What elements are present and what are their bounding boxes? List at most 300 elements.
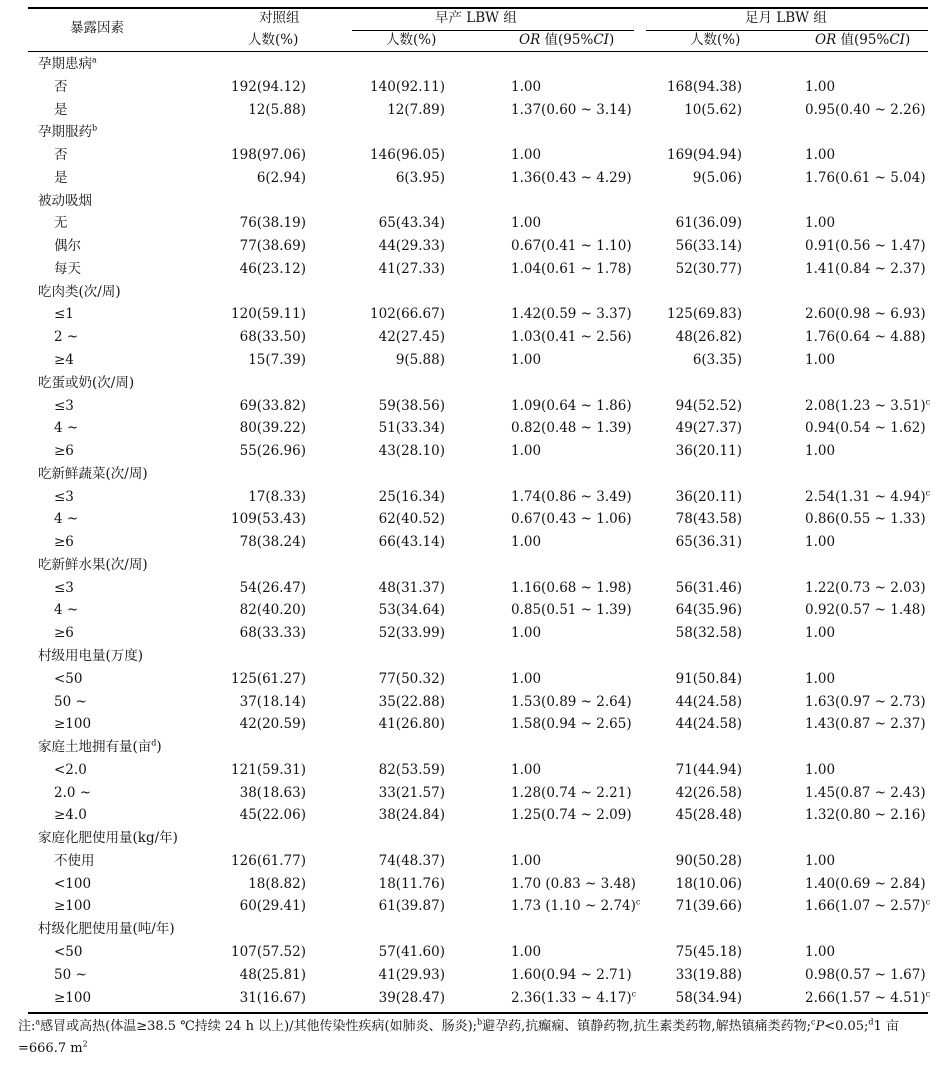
cell-value: 68(33.50): [239, 329, 306, 346]
group-label-sup: d: [151, 738, 157, 748]
cell-value: 76(38.19): [239, 215, 306, 232]
cell-value: 68(33.33): [239, 625, 306, 642]
table-cell-c1: [231, 146, 306, 164]
table-cell-c1: [231, 852, 306, 870]
table-cell-c2: [379, 510, 445, 528]
cell-value: 1.76(0.64 ~ 4.88): [805, 329, 926, 346]
cell-value: 69(33.82): [239, 397, 306, 414]
cell-value: 44(29.33): [378, 238, 445, 255]
table-cell-c3: [511, 852, 541, 870]
cell-value: 0.86(0.55 ~ 1.33): [805, 511, 926, 528]
table-cell-c1: [240, 601, 306, 619]
cell-value: 146(96.05): [370, 147, 445, 164]
table-cell-c3: [511, 943, 541, 961]
cell-value: 1.66(1.07 ~ 2.57): [805, 898, 926, 915]
cell-value: 107(57.52): [231, 944, 306, 961]
header-fullterm-or: [815, 31, 910, 49]
cell-value: 1.76(0.61 ~ 5.04): [805, 169, 926, 186]
header-preterm-or: [519, 31, 614, 49]
cell-value: 0.92(0.57 ~ 1.48): [805, 602, 926, 619]
table-cell-c1: [231, 670, 306, 688]
cell-value: 42(27.45): [378, 329, 445, 346]
cell-value: 1.32(0.80 ~ 2.16): [805, 807, 926, 824]
cell-value: 140(92.11): [370, 78, 445, 95]
table-cell-c4: [676, 510, 742, 528]
table-cell-c1: [231, 943, 306, 961]
table-cell-c1: [231, 761, 306, 779]
cell-value: 51(33.34): [378, 420, 445, 437]
cell-value: 82(40.20): [239, 602, 306, 619]
table-cell-c4: [676, 328, 742, 346]
table-cell-c5: [805, 715, 926, 733]
row-level-label: 2 ~: [54, 329, 79, 346]
table-cell-c2: [379, 670, 445, 688]
table-cell-c1: [257, 169, 306, 187]
group-label-after: ): [156, 739, 162, 756]
cell-value: 9(5.06): [692, 169, 742, 186]
cell-value: 1.00: [511, 852, 542, 869]
footnote-p-text: <0.05;: [824, 1019, 869, 1034]
table-cell-c5: [805, 146, 835, 164]
table-cell-c2: [387, 101, 445, 119]
cell-value: 57(41.60): [378, 944, 445, 961]
table-cell-c2: [379, 784, 445, 802]
table-cell-c4: [676, 419, 742, 437]
table-cell-c3: [511, 214, 541, 232]
table-cell-c3: [511, 761, 541, 779]
cell-value: 39(28.47): [378, 989, 445, 1006]
table-cell-c3: [511, 260, 632, 278]
cell-value: 18(11.76): [378, 875, 445, 892]
cell-value: 125(69.83): [667, 306, 742, 323]
significance-mark: c: [635, 897, 641, 907]
cell-value: 109(53.43): [231, 511, 306, 528]
cell-value: 44(24.58): [675, 693, 742, 710]
significance-mark: c: [925, 397, 931, 407]
table-cell-c4: [676, 442, 742, 460]
table-cell-c2: [379, 897, 445, 915]
footnote-a-mark: a: [35, 1017, 41, 1027]
row-level-label: ≥100: [54, 716, 92, 733]
header-fullterm-n-pct: 人数(%): [690, 32, 741, 48]
cell-value: 1.45(0.87 ~ 2.43): [805, 784, 926, 801]
table-cell-c3: [511, 670, 541, 688]
cell-value: 9(5.88): [395, 352, 445, 368]
table-cell-c5: [805, 419, 926, 437]
cell-value: 1.00: [805, 78, 836, 95]
table-footnote: [18, 1016, 928, 1060]
cell-value: 48(26.82): [675, 329, 742, 346]
cell-value: 38(18.63): [239, 784, 306, 801]
table-cell-c2: [379, 761, 445, 779]
or-italic: OR: [815, 32, 837, 48]
ci-italic: CI: [593, 32, 609, 48]
footnote-d-text: 1 亩=666.7 m: [18, 1019, 899, 1056]
cell-value: 45(22.06): [239, 807, 306, 824]
cell-value: 78(38.24): [239, 534, 306, 551]
footnote-d-mark: d: [868, 1017, 874, 1027]
row-level-label: <100: [54, 875, 92, 892]
table-cell-c5: [805, 852, 835, 870]
table-cell-c3: [511, 806, 632, 824]
table-cell-c5: [805, 510, 926, 528]
significance-mark: c: [925, 488, 931, 498]
cell-value: 1.16(0.68 ~ 1.98): [511, 579, 632, 596]
table-cell-c1: [240, 897, 306, 915]
table-cell-c5: [805, 806, 926, 824]
table-cell-c2: [379, 214, 445, 232]
table-cell-c4: [667, 146, 742, 164]
cell-value: 48(31.37): [378, 579, 445, 596]
table-cell-c2: [379, 442, 445, 460]
cell-value: 59(38.56): [378, 397, 445, 414]
cell-value: 1.00: [805, 534, 836, 551]
table-cell-c1: [240, 533, 306, 551]
table-cell-c2: [370, 146, 445, 164]
table-cell-c1: [240, 715, 306, 733]
header-bottom-rule: [28, 51, 928, 52]
row-level-label: 4 ~: [54, 420, 79, 437]
cell-value: 45(28.48): [675, 807, 742, 824]
cell-value: 52(33.99): [378, 625, 445, 642]
cell-value: 1.53(0.89 ~ 2.64): [511, 693, 632, 710]
table-cell-c3: [511, 875, 636, 893]
row-level-label: ≤3: [54, 488, 74, 505]
table-cell-c3: [511, 488, 632, 506]
footnote-b-text: 避孕药,抗癫痫、镇静药物,抗生素类药物,解热镇痛类药物;: [482, 1019, 811, 1034]
cell-value: 77(38.69): [239, 238, 306, 255]
cell-value: 65(36.31): [675, 534, 742, 551]
cell-value: 126(61.77): [231, 852, 306, 869]
cell-value: 43(28.10): [378, 443, 445, 460]
footnote-prefix: 注:: [18, 1019, 36, 1034]
group-label-text: 吃肉类(次/周): [38, 283, 121, 300]
row-group-label: [38, 123, 97, 141]
cell-value: 12(7.89): [387, 101, 445, 118]
row-level-label: ≤3: [54, 397, 74, 414]
table-cell-c3: [511, 715, 632, 733]
cell-value: 1.42(0.59 ~ 3.37): [511, 306, 632, 323]
table-cell-c2: [396, 351, 445, 369]
cell-value: 15(7.39): [248, 352, 306, 368]
table-cell-c4: [676, 806, 742, 824]
table-cell-c1: [240, 693, 306, 711]
cell-value: 121(59.31): [231, 761, 306, 778]
row-level-label: 不使用: [54, 852, 95, 869]
table-cell-c4: [676, 601, 742, 619]
cell-value: 90(50.28): [675, 852, 742, 869]
table-cell-c1: [240, 419, 306, 437]
header-preterm-group: 早产 LBW 组: [435, 10, 517, 26]
table-cell-c5: [805, 305, 926, 323]
footnote-b-mark: b: [477, 1017, 483, 1027]
group-label-text: 吃新鲜蔬菜(次/周): [38, 465, 148, 482]
significance-mark: c: [925, 897, 931, 907]
table-cell-c4: [676, 488, 742, 506]
table-cell-c3: [511, 533, 541, 551]
cell-value: 18(10.06): [675, 875, 742, 892]
table-cell-c3: [511, 624, 541, 642]
table-cell-c4: [676, 943, 742, 961]
cell-value: 41(27.33): [378, 260, 445, 277]
cell-value: 168(94.38): [667, 78, 742, 95]
footnote-p-italic: P: [815, 1019, 825, 1034]
row-group-label: [38, 55, 97, 73]
table-cell-c4: [693, 169, 742, 187]
cell-value: 1.41(0.84 ~ 2.37): [805, 260, 926, 277]
table-cell-c4: [693, 351, 742, 369]
cell-value: 60(29.41): [239, 898, 306, 915]
cell-value: 75(45.18): [675, 944, 742, 961]
cell-value: 42(20.59): [239, 716, 306, 733]
row-group-label: [38, 283, 121, 301]
table-cell-c4: [676, 693, 742, 711]
row-level-label: ≥100: [54, 898, 92, 915]
table-cell-c1: [240, 806, 306, 824]
row-level-label: 2.0 ~: [54, 784, 92, 801]
table-cell-c5: [805, 670, 835, 688]
row-level-label: 是: [54, 169, 68, 186]
cell-value: 1.00: [805, 852, 836, 869]
row-level-label: <50: [54, 944, 83, 961]
cell-value: 46(23.12): [239, 260, 306, 277]
cell-value: 1.36(0.43 ~ 4.29): [511, 169, 632, 186]
table-cell-c5: [805, 784, 926, 802]
table-cell-c5: [805, 442, 835, 460]
row-group-label: [38, 738, 162, 756]
cell-value: 0.94(0.54 ~ 1.62): [805, 420, 926, 437]
row-level-label: 50 ~: [54, 966, 87, 983]
cell-value: 1.60(0.94 ~ 2.71): [511, 966, 632, 983]
table-cell-c5: [805, 761, 835, 779]
cell-value: 1.00: [805, 625, 836, 642]
row-level-label: 偶尔: [54, 238, 81, 255]
table-cell-c5: [805, 260, 926, 278]
cell-value: 1.00: [511, 944, 542, 961]
table-cell-c4: [676, 966, 742, 984]
table-cell-c1: [248, 875, 306, 893]
table-cell-c3: [511, 966, 632, 984]
cell-value: 38(24.84): [378, 807, 445, 824]
group-label-sup: a: [92, 55, 97, 65]
cell-value: 91(50.84): [675, 670, 742, 687]
cell-value: 0.91(0.56 ~ 1.47): [805, 238, 926, 255]
row-group-label: [38, 829, 178, 847]
cell-value: 0.95(0.40 ~ 2.26): [805, 101, 926, 118]
ci-italic: CI: [889, 32, 905, 48]
table-cell-c1: [231, 510, 306, 528]
group-label-text: 孕期服药: [38, 124, 92, 141]
cell-value: 1.70 (0.83 ~ 3.48): [511, 875, 636, 892]
table-cell-c3: [511, 397, 632, 415]
row-level-label: 每天: [54, 260, 81, 277]
cell-value: 48(25.81): [239, 966, 306, 983]
table-cell-c2: [379, 852, 445, 870]
cell-value: 53(34.64): [378, 602, 445, 619]
table-cell-c3: [511, 784, 632, 802]
cell-value: 41(29.93): [378, 966, 445, 983]
cell-value: 6(3.95): [395, 169, 445, 186]
cell-value: 62(40.52): [378, 511, 445, 528]
cell-value: 1.00: [805, 443, 836, 460]
cell-value: 1.00: [805, 215, 836, 232]
table-cell-c5: [805, 351, 835, 369]
table-cell-c2: [379, 397, 445, 415]
header-exposure-factor: 暴露因素: [70, 20, 124, 36]
group-label-text: 家庭化肥使用量(kg/年): [38, 830, 178, 847]
row-level-label: <50: [54, 670, 83, 687]
table-cell-c3: [511, 989, 636, 1007]
table-cell-c2: [370, 78, 445, 96]
bottom-rule: [28, 1012, 928, 1014]
row-level-label: ≤3: [54, 579, 74, 596]
table-cell-c1: [240, 784, 306, 802]
table-cell-c1: [231, 305, 306, 323]
cell-value: 36(20.11): [675, 443, 742, 460]
row-group-label: [38, 465, 148, 483]
table-cell-c1: [240, 328, 306, 346]
table-cell-c2: [379, 533, 445, 551]
row-level-label: 否: [54, 147, 68, 164]
cell-value: 1.00: [511, 625, 542, 642]
table-cell-c1: [248, 351, 306, 369]
cell-value: 1.00: [511, 147, 542, 164]
table-cell-c3: [511, 328, 632, 346]
table-cell-c1: [231, 78, 306, 96]
footnote-d-sup: 2: [82, 1039, 88, 1049]
cell-value: 0.67(0.43 ~ 1.06): [511, 511, 632, 528]
cell-value: 71(39.66): [675, 898, 742, 915]
table-cell-c4: [676, 579, 742, 597]
table-cell-c5: [805, 693, 926, 711]
table-cell-c3: [511, 169, 632, 187]
cell-value: 169(94.94): [667, 147, 742, 164]
cell-value: 44(24.58): [675, 716, 742, 733]
significance-mark: c: [631, 989, 637, 999]
row-level-label: ≤1: [54, 306, 74, 323]
cell-value: 1.00: [511, 352, 542, 368]
table-cell-c2: [379, 989, 445, 1007]
cell-value: 31(16.67): [239, 989, 306, 1006]
cell-value: 56(31.46): [675, 579, 742, 596]
group-label-text: 家庭土地拥有量(亩: [38, 739, 152, 756]
table-cell-c3: [511, 78, 541, 96]
ci-close: ): [904, 32, 911, 48]
cell-value: 1.00: [511, 670, 542, 687]
cell-value: 192(94.12): [231, 78, 306, 95]
table-cell-c1: [240, 966, 306, 984]
table-cell-c5: [805, 237, 926, 255]
cell-value: 10(5.62): [684, 101, 742, 118]
cell-value: 58(32.58): [675, 625, 742, 642]
cell-value: 1.73 (1.10 ~ 2.74): [511, 898, 636, 915]
row-group-label: [38, 192, 92, 210]
row-level-label: ≥100: [54, 989, 92, 1006]
table-cell-c4: [676, 260, 742, 278]
footnote-a-text: 感冒或高热(体温≥38.5 ℃持续 24 h 以上)/其他传染性疾病(如肺炎、肠炎);: [40, 1019, 478, 1034]
table-cell-c2: [379, 693, 445, 711]
table-cell-c4: [684, 101, 742, 119]
table-cell-c3: [511, 101, 632, 119]
row-level-label: 4 ~: [54, 602, 79, 619]
table-cell-c1: [248, 101, 306, 119]
table-cell-c1: [240, 260, 306, 278]
cell-value: 52(30.77): [675, 260, 742, 277]
table-cell-c3: [511, 897, 640, 915]
cell-value: 71(44.94): [675, 761, 742, 778]
table-cell-c2: [379, 328, 445, 346]
table-cell-c2: [396, 169, 445, 187]
cell-value: 36(20.11): [675, 488, 742, 505]
cell-value: 0.98(0.57 ~ 1.67): [805, 966, 926, 983]
table-cell-c5: [805, 966, 926, 984]
group-label-text: 被动吸烟: [38, 192, 92, 209]
table-cell-c4: [676, 214, 742, 232]
cell-value: 64(35.96): [675, 602, 742, 619]
row-level-label: ≥6: [54, 625, 74, 642]
cell-value: 0.85(0.51 ~ 1.39): [511, 602, 632, 619]
cell-value: 61(39.87): [378, 898, 445, 915]
row-level-label: 无: [54, 215, 68, 232]
table-cell-c5: [805, 897, 930, 915]
cell-value: 1.04(0.61 ~ 1.78): [511, 260, 632, 277]
table-cell-c3: [511, 510, 632, 528]
cell-value: 2.54(1.31 ~ 4.94): [805, 488, 926, 505]
table-cell-c4: [667, 78, 742, 96]
table-cell-c2: [379, 624, 445, 642]
row-level-label: <2.0: [54, 761, 87, 778]
footnote-c-mark: c: [810, 1017, 816, 1027]
group-label-text: 吃新鲜水果(次/周): [38, 556, 148, 573]
table-cell-c5: [805, 328, 926, 346]
cell-value: 1.22(0.73 ~ 2.03): [805, 579, 926, 596]
table-cell-c5: [805, 875, 926, 893]
table-cell-c2: [370, 305, 445, 323]
group-label-sup: b: [92, 123, 98, 133]
header-preterm-n-pct: 人数(%): [386, 32, 437, 48]
cell-value: 102(66.67): [370, 306, 445, 323]
cell-value: 1.00: [805, 147, 836, 164]
table-cell-c4: [676, 533, 742, 551]
cell-value: 33(19.88): [675, 966, 742, 983]
ci-close: ): [608, 32, 615, 48]
cell-value: 2.08(1.23 ~ 3.51): [805, 397, 926, 414]
cell-value: 35(22.88): [378, 693, 445, 710]
table-cell-c4: [676, 237, 742, 255]
significance-mark: c: [925, 989, 931, 999]
cell-value: 1.00: [511, 761, 542, 778]
cell-value: 6(3.35): [692, 352, 742, 368]
cell-value: 82(53.59): [378, 761, 445, 778]
cell-value: 1.00: [511, 78, 542, 95]
cell-value: 1.00: [511, 215, 542, 232]
table-cell-c5: [805, 601, 926, 619]
cell-value: 1.25(0.74 ~ 2.09): [511, 807, 632, 824]
cell-value: 1.00: [805, 761, 836, 778]
cell-value: 198(97.06): [231, 147, 306, 164]
cell-value: 94(52.52): [675, 397, 742, 414]
table-cell-c2: [379, 419, 445, 437]
table-cell-c5: [805, 989, 930, 1007]
table-cell-c1: [248, 488, 306, 506]
table-cell-c4: [676, 784, 742, 802]
table-cell-c3: [511, 237, 632, 255]
cell-value: 1.09(0.64 ~ 1.86): [511, 397, 632, 414]
table-cell-c5: [805, 397, 930, 415]
table-cell-c1: [240, 624, 306, 642]
row-group-label: [38, 647, 143, 665]
cell-value: 1.58(0.94 ~ 2.65): [511, 716, 632, 733]
